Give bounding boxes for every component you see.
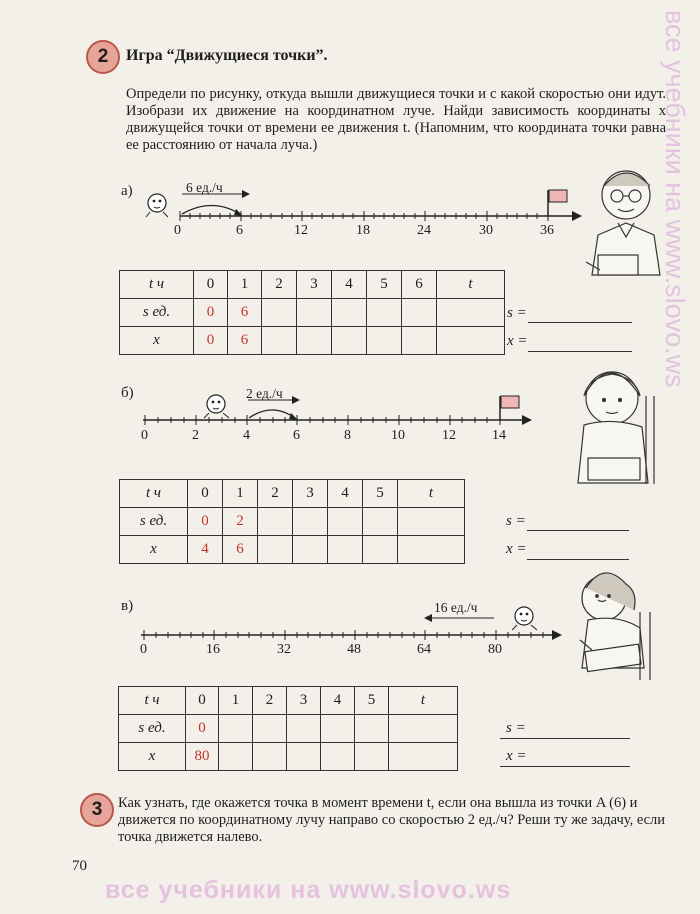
table-cell[interactable] [332, 327, 367, 355]
tick-label: 36 [540, 223, 554, 238]
tick-label: 4 [243, 428, 250, 443]
s-answer-label: s = [506, 720, 526, 736]
table-cell: 5 [367, 271, 402, 299]
table-cell: 3 [293, 480, 328, 508]
speed-label: 6 ед./ч [186, 180, 223, 195]
table-cell: x [120, 327, 194, 355]
number-line-b [143, 395, 532, 425]
exercise-3-number-badge: 3 [80, 793, 114, 827]
watermark-side: все учебники на www.slovo.ws [660, 10, 690, 388]
table-cell[interactable]: 6 [228, 327, 262, 355]
table-cell[interactable]: 6 [223, 536, 258, 564]
tick-label: 12 [294, 223, 308, 238]
table-header-row [120, 271, 505, 299]
table-cell: s ед. [120, 299, 194, 327]
table-cell: 3 [297, 271, 332, 299]
watermark-bottom: все учебники на www.slovo.ws [105, 876, 512, 904]
table-cell[interactable] [287, 743, 321, 771]
table-cell: 1 [223, 480, 258, 508]
tick-label: 18 [356, 223, 370, 238]
table-cell[interactable] [287, 715, 321, 743]
table-cell[interactable] [328, 508, 363, 536]
table-cell[interactable] [398, 536, 465, 564]
table-row [119, 715, 458, 743]
table-cell: 5 [363, 480, 398, 508]
table-cell: 4 [332, 271, 367, 299]
part-b-label: б) [121, 385, 134, 401]
table-cell: 1 [219, 687, 253, 715]
exercise-instruction: Определи по рисунку, откуда вышли движущиеся точки и с какой скоростью они идут. Изобрази их движение на координатном луче. Найди зависимость координаты x движущейся точки от времени ее движения t. (Напомним, что координата точки равна ее расстоянию от начала луча.) [126, 86, 666, 153]
table-cell[interactable] [355, 715, 389, 743]
tick-label: 6 [293, 428, 300, 443]
table-cell[interactable] [297, 327, 332, 355]
table-cell[interactable] [328, 536, 363, 564]
x-answer-line[interactable] [527, 559, 629, 560]
tick-label: 14 [492, 428, 506, 443]
tick-label: 10 [391, 428, 405, 443]
tick-label: 80 [488, 642, 502, 657]
table-header-row [119, 687, 458, 715]
table-cell[interactable] [258, 508, 293, 536]
table-row [120, 536, 465, 564]
table-cell[interactable] [262, 327, 297, 355]
tick-label: 48 [347, 642, 361, 657]
table-cell[interactable] [402, 299, 437, 327]
table-cell: x [120, 536, 188, 564]
table-cell: 1 [228, 271, 262, 299]
table-cell: 4 [321, 687, 355, 715]
table-cell[interactable] [363, 508, 398, 536]
tick-label: 32 [277, 642, 291, 657]
table-cell[interactable] [437, 327, 505, 355]
tick-label: 12 [442, 428, 456, 443]
table-cell: t ч [120, 271, 194, 299]
s-answer-line[interactable] [500, 738, 630, 739]
number-line-c [141, 607, 562, 640]
table-cell[interactable]: 4 [188, 536, 223, 564]
exercise-3-text: Как узнать, где окажется точка в момент времени t, если она вышла из точки A (6) и движется по координатному лучу направо со скоростью 2 ед./ч? Реши ту же задачу, если точка движется налево. [118, 795, 666, 845]
table-cell: x [119, 743, 186, 771]
table-cell[interactable] [219, 743, 253, 771]
table-cell: 5 [355, 687, 389, 715]
table-cell: t [389, 687, 458, 715]
moving-dot-character-icon [146, 194, 168, 217]
s-answer-line[interactable] [527, 530, 629, 531]
s-answer-label: s = [506, 513, 526, 529]
x-answer-line[interactable] [500, 766, 630, 767]
table-cell: 2 [258, 480, 293, 508]
table-cell[interactable] [367, 299, 402, 327]
part-a-label: а) [121, 183, 133, 199]
tick-label: 24 [417, 223, 431, 238]
table-cell: t [398, 480, 465, 508]
table-cell[interactable] [437, 299, 505, 327]
table-cell[interactable] [297, 299, 332, 327]
table-cell: s ед. [119, 715, 186, 743]
tick-label: 8 [344, 428, 351, 443]
table-cell[interactable] [262, 299, 297, 327]
table-cell: s ед. [120, 508, 188, 536]
table-cell[interactable]: 80 [186, 743, 219, 771]
table-c [118, 686, 458, 771]
table-cell[interactable]: 2 [223, 508, 258, 536]
exercise-title: Игра “Движущиеся точки”. [126, 47, 328, 64]
table-cell: 6 [402, 271, 437, 299]
girl-writing-illustration [580, 573, 650, 680]
boy-with-glasses-illustration [586, 171, 660, 275]
table-cell[interactable]: 0 [194, 327, 228, 355]
tick-label: 0 [141, 428, 148, 443]
table-cell[interactable] [321, 743, 355, 771]
table-header-row [120, 480, 465, 508]
x-answer-label: x = [507, 333, 528, 349]
s-answer-line[interactable] [528, 322, 632, 323]
moving-dot-character-icon [512, 607, 537, 630]
table-cell[interactable] [293, 508, 328, 536]
speed-label: 2 ед./ч [246, 386, 283, 401]
part-c-label: в) [121, 598, 134, 614]
tick-label: 6 [236, 223, 243, 238]
tick-label: 64 [417, 642, 431, 657]
table-cell: t ч [120, 480, 188, 508]
tick-label: 16 [206, 642, 220, 657]
table-a [119, 270, 505, 355]
table-cell[interactable] [321, 715, 355, 743]
tick-label: 0 [140, 642, 147, 657]
table-cell[interactable] [363, 536, 398, 564]
table-cell: 2 [253, 687, 287, 715]
girl-illustration [578, 372, 654, 484]
moving-dot-character-icon [204, 395, 229, 418]
tick-label: 2 [192, 428, 199, 443]
exercise-number-badge: 2 [86, 40, 120, 74]
table-cell[interactable] [332, 299, 367, 327]
table-cell: 3 [287, 687, 321, 715]
table-cell[interactable] [219, 715, 253, 743]
x-answer-label: x = [506, 541, 527, 557]
table-cell[interactable]: 0 [186, 715, 219, 743]
x-answer-label: x = [506, 748, 527, 764]
table-cell: 2 [262, 271, 297, 299]
table-cell[interactable] [355, 743, 389, 771]
page-number: 70 [72, 858, 87, 874]
table-cell[interactable] [402, 327, 437, 355]
tick-label: 0 [174, 223, 181, 238]
table-cell: t [437, 271, 505, 299]
table-cell: t ч [119, 687, 186, 715]
table-row [120, 299, 505, 327]
table-row [120, 508, 465, 536]
table-cell: 0 [194, 271, 228, 299]
s-answer-label: s = [507, 305, 527, 321]
table-cell: 0 [186, 687, 219, 715]
table-cell[interactable] [253, 715, 287, 743]
table-cell[interactable] [253, 743, 287, 771]
table-row [120, 327, 505, 355]
table-row [119, 743, 458, 771]
table-cell: 0 [188, 480, 223, 508]
x-answer-line[interactable] [528, 351, 632, 352]
speed-label: 16 ед./ч [434, 600, 478, 615]
table-cell[interactable]: 6 [228, 299, 262, 327]
tick-label: 30 [479, 223, 493, 238]
table-cell[interactable]: 0 [188, 508, 223, 536]
table-cell[interactable] [367, 327, 402, 355]
table-cell[interactable] [293, 536, 328, 564]
table-cell[interactable]: 0 [194, 299, 228, 327]
table-cell[interactable] [398, 508, 465, 536]
table-cell[interactable] [389, 743, 458, 771]
table-cell: 4 [328, 480, 363, 508]
table-cell[interactable] [258, 536, 293, 564]
table-cell[interactable] [389, 715, 458, 743]
table-b [119, 479, 465, 564]
